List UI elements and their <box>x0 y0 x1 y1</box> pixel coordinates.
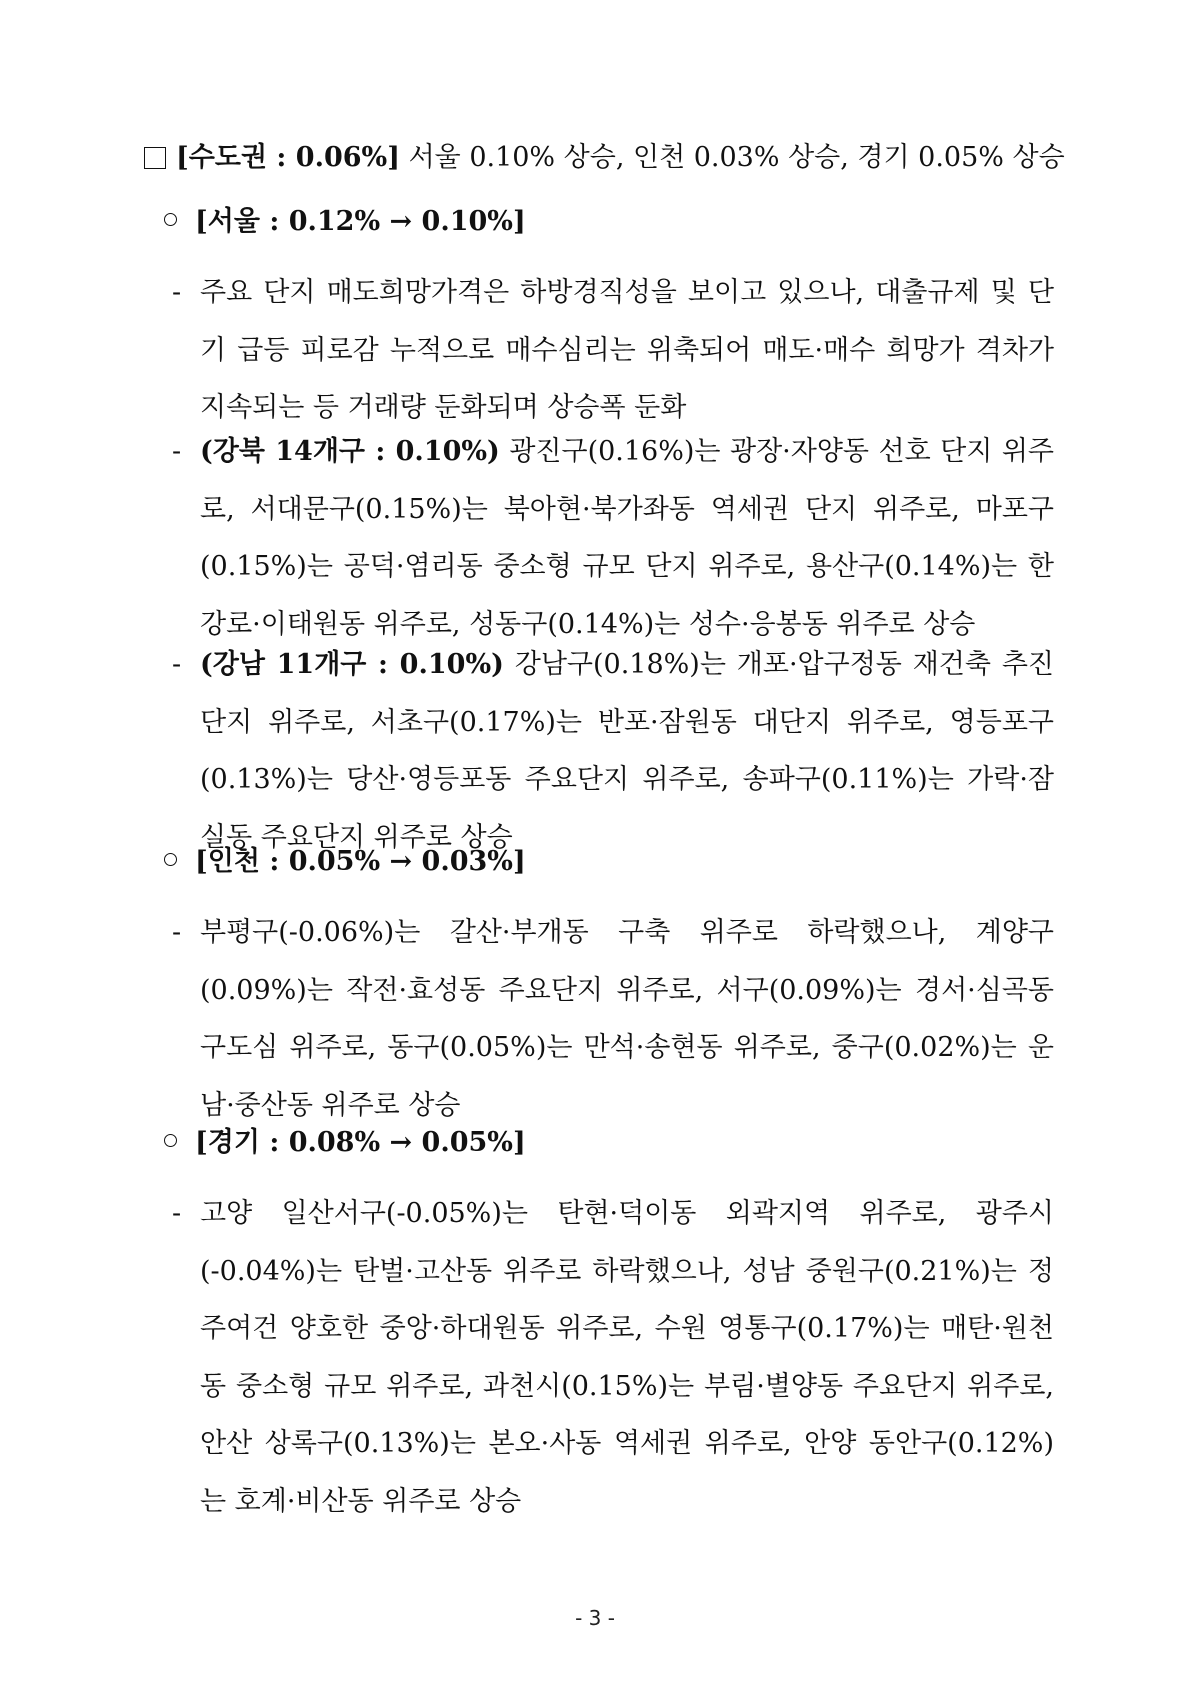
dash-icon: - <box>172 436 182 467</box>
bullet-text: (강북 14개구 : 0.10%) 광진구(0.16%)는 광장·자양동 선호 단지 위주로, 서대문구(0.15%)는 북아현·북가좌동 역세권 단지 위주로, 마포구(0.15%)는 공덕·염리동 중소형 규모 단지 위주로, 용산구(0.14%)는 한강로·이태원동 위주로, 성동구(0.14%)는 성수·응봉동 위주로 상승 <box>200 436 1054 640</box>
checkbox-square-icon <box>144 147 166 169</box>
incheon-subheading <box>164 838 1064 886</box>
gangbuk-lead: (강북 14개구 : 0.10%) <box>200 436 500 467</box>
gyeonggi-title: [경기 : 0.08% → 0.05%] <box>195 1127 526 1158</box>
seoul-subheading <box>164 198 1064 246</box>
dash-icon: - <box>172 917 182 948</box>
circle-bullet-icon <box>164 1134 177 1147</box>
circle-bullet-icon <box>164 213 177 226</box>
seoul-bullet-2 <box>172 423 1054 653</box>
headline-label: [수도권 : 0.06%] <box>176 142 400 173</box>
bullet-text: (강남 11개구 : 0.10%) 강남구(0.18%)는 개포·압구정동 재건축 추진 단지 위주로, 서초구(0.17%)는 반포·잠원동 대단지 위주로, 영등포구(0.13%)는 당산·영등포동 주요단지 위주로, 송파구(0.11%)는 가락·잠실동 주요단지 위주로 상승 <box>200 649 1054 853</box>
gyeonggi-subheading <box>164 1119 1064 1167</box>
dash-icon: - <box>172 649 182 680</box>
incheon-bullet-1 <box>172 904 1054 1134</box>
incheon-title: [인천 : 0.05% → 0.03%] <box>195 846 526 877</box>
headline-text: 서울 0.10% 상승, 인천 0.03% 상승, 경기 0.05% 상승 <box>399 142 1065 173</box>
dash-icon: - <box>172 277 182 308</box>
seoul-title: [서울 : 0.12% → 0.10%] <box>195 206 526 237</box>
page-number: - 3 - <box>575 1606 615 1630</box>
seoul-bullet-1 <box>172 264 1054 437</box>
seoul-bullet-3 <box>172 636 1054 866</box>
dash-icon: - <box>172 1198 182 1229</box>
gyeonggi-bullet-1 <box>172 1185 1054 1530</box>
bullet-text: 고양 일산서구(-0.05%)는 탄현·덕이동 외곽지역 위주로, 광주시(-0.04%)는 탄벌·고산동 위주로 하락했으나, 성남 중원구(0.21%)는 정주여건 양호한 중앙·하대원동 위주로, 수원 영통구(0.17%)는 매탄·원천동 중소형 규모 위주로, 과천시(0.15%)는 부림·별양동 주요단지 위주로, 안산 상록구(0.13%)는 본오·사동 역세권 위주로, 안양 동안구(0.12%)는 호계·비산동 위주로 상승 <box>200 1198 1054 1517</box>
circle-bullet-icon <box>164 853 177 866</box>
bullet-text: 주요 단지 매도희망가격은 하방경직성을 보이고 있으나, 대출규제 및 단기 급등 피로감 누적으로 매수심리는 위축되어 매도·매수 희망가 격차가 지속되는 등 거래량 둔화되며 상승폭 둔화 <box>200 277 1054 423</box>
bullet-text: 부평구(-0.06%)는 갈산·부개동 구축 위주로 하락했으나, 계양구(0.09%)는 작전·효성동 주요단지 위주로, 서구(0.09%)는 경서·심곡동 구도심 위주로, 동구(0.05%)는 만석·송현동 위주로, 중구(0.02%)는 운남·중산동 위주로 상승 <box>200 917 1054 1121</box>
metro-area-headline <box>144 134 1064 182</box>
gangnam-lead: (강남 11개구 : 0.10%) <box>200 649 504 680</box>
